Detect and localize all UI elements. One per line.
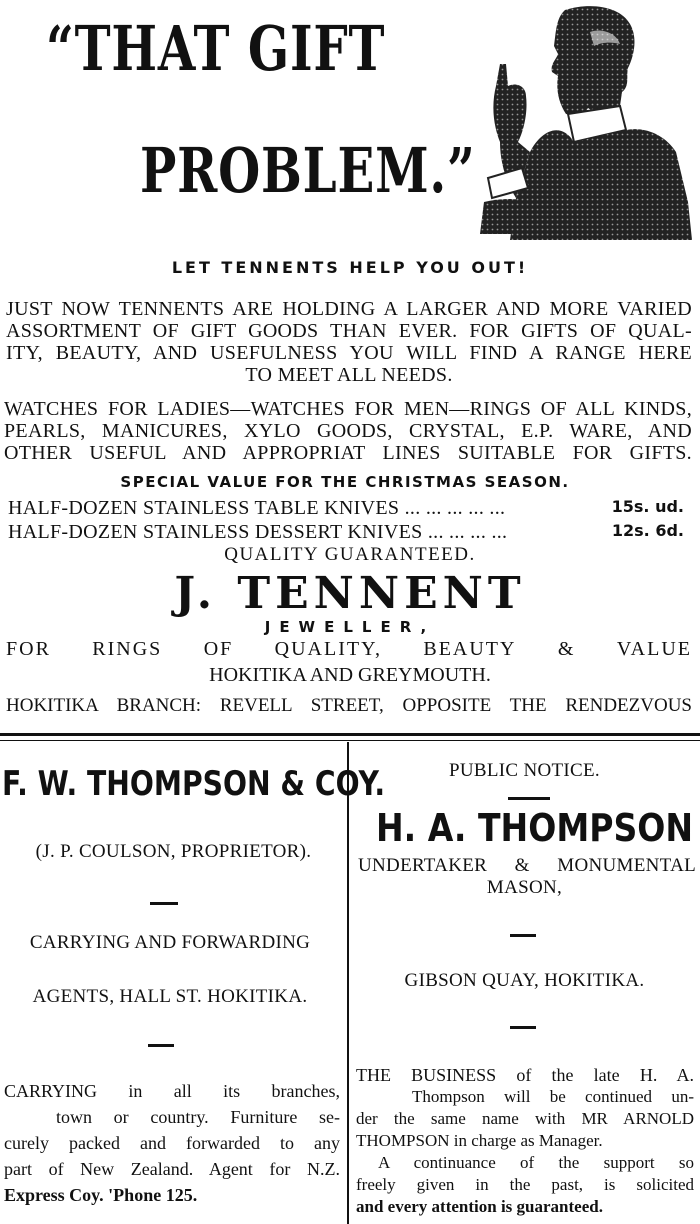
quality-guaranteed: QUALITY GUARANTEED. [224, 544, 476, 565]
dash-divider [510, 1026, 536, 1029]
left-ad-body [4, 1078, 340, 1208]
paragraph-line: JUST NOW TENNENTS ARE HOLDING A LARGER AND MORE VARIED [6, 298, 692, 320]
firm-trade: JEWELLER, [264, 618, 436, 636]
slogan-line [6, 638, 692, 661]
left-ad-title: F. W. THOMPSON & COY. [2, 764, 386, 804]
dash-divider [148, 1044, 174, 1047]
price-row-dessert-knives [8, 521, 692, 545]
body-line: freely given in the past, is solicited [356, 1175, 694, 1194]
paragraph-line: ITY, BEAUTY, AND USEFULNESS YOU WILL FIND A RANGE HERE [6, 342, 692, 364]
paragraph-watches [4, 398, 692, 464]
body-line: der the same name with MR ARNOLD [356, 1109, 694, 1128]
paragraph-line: ASSORTMENT OF GIFT GOODS THAN EVER. FOR GIFTS OF QUAL- [6, 320, 692, 342]
dash-divider [508, 797, 550, 800]
headline-line-1: “THAT GIFT [46, 12, 386, 85]
paragraph-line: TO MEET ALL NEEDS. [245, 364, 453, 386]
price-row-table-knives [8, 497, 692, 521]
dash-divider [510, 934, 536, 937]
section-divider [0, 733, 700, 741]
right-ad-title: H. A. THOMPSON [376, 806, 694, 850]
left-ad-service-line-1: CARRYING AND FORWARDING [29, 932, 311, 953]
slogan-word: & [557, 638, 576, 660]
headline-line-2: PROBLEM.” [140, 134, 476, 207]
right-ad-trade-line-2: MASON, [486, 877, 563, 898]
body-line: Thompson will be continued un- [412, 1087, 694, 1106]
price-item-price: 12s. 6d. [611, 521, 684, 540]
body-line: curely packed and forwarded to any [4, 1133, 340, 1153]
slogan-word: FOR [6, 638, 51, 660]
pointing-man-illustration [470, 2, 695, 240]
body-line: THE BUSINESS of the late H. A. [356, 1065, 694, 1085]
price-item-label: HALF-DOZEN STAINLESS DESSERT KNIVES ... ... ... ... [8, 521, 508, 543]
left-ad-proprietor: (J. P. COULSON, PROPRIETOR). [35, 841, 312, 862]
branch-address: HOKITIKA BRANCH: REVELL STREET, OPPOSITE THE RENDEZVOUS [6, 695, 692, 716]
paragraph-line: WATCHES FOR LADIES—WATCHES FOR MEN—RINGS OF ALL KINDS, [4, 398, 692, 420]
slogan-word: QUALITY, [274, 638, 382, 660]
right-ad-address: GIBSON QUAY, HOKITIKA. [404, 970, 645, 991]
special-value-heading: SPECIAL VALUE FOR THE CHRISTMAS SEASON. [120, 473, 570, 491]
subheading: LET TENNENTS HELP YOU OUT! [171, 258, 529, 277]
dash-divider [150, 902, 178, 905]
body-line: A continuance of the support so [378, 1153, 694, 1172]
paragraph-line: OTHER USEFUL AND APPROPRIAT LINES SUITABLE FOR GIFTS. [4, 442, 692, 464]
body-line: part of New Zealand. Agent for N.Z. [4, 1159, 340, 1179]
body-line: THOMPSON in charge as Manager. [356, 1131, 603, 1150]
right-ad-trade-line-1: UNDERTAKER & MONUMENTAL [358, 855, 696, 876]
body-line: Express Coy. 'Phone 125. [4, 1185, 198, 1205]
price-item-price: 15s. ud. [611, 497, 684, 516]
right-ad-body [356, 1064, 694, 1218]
body-line: and every attention is guaranteed. [356, 1197, 603, 1216]
slogan-word: BEAUTY [423, 638, 517, 660]
firm-name: J. TENNENT [174, 568, 526, 619]
left-ad-service-line-2: AGENTS, HALL ST. HOKITIKA. [32, 986, 308, 1007]
slogan-word: RINGS [92, 638, 163, 660]
price-item-label: HALF-DOZEN STAINLESS TABLE KNIVES ... ... ... ... ... [8, 497, 506, 519]
slogan-word: VALUE [616, 638, 692, 660]
slogan-word: OF [203, 638, 234, 660]
public-notice: PUBLIC NOTICE. [449, 760, 600, 781]
locations: HOKITIKA AND GREYMOUTH. [209, 664, 491, 686]
body-line: CARRYING in all its branches, [4, 1081, 340, 1101]
paragraph-gift-goods [6, 298, 692, 386]
body-line: town or country. Furniture se- [56, 1107, 340, 1127]
paragraph-line: PEARLS, MANICURES, XYLO GOODS, CRYSTAL, E.P. WARE, AND [4, 420, 692, 442]
